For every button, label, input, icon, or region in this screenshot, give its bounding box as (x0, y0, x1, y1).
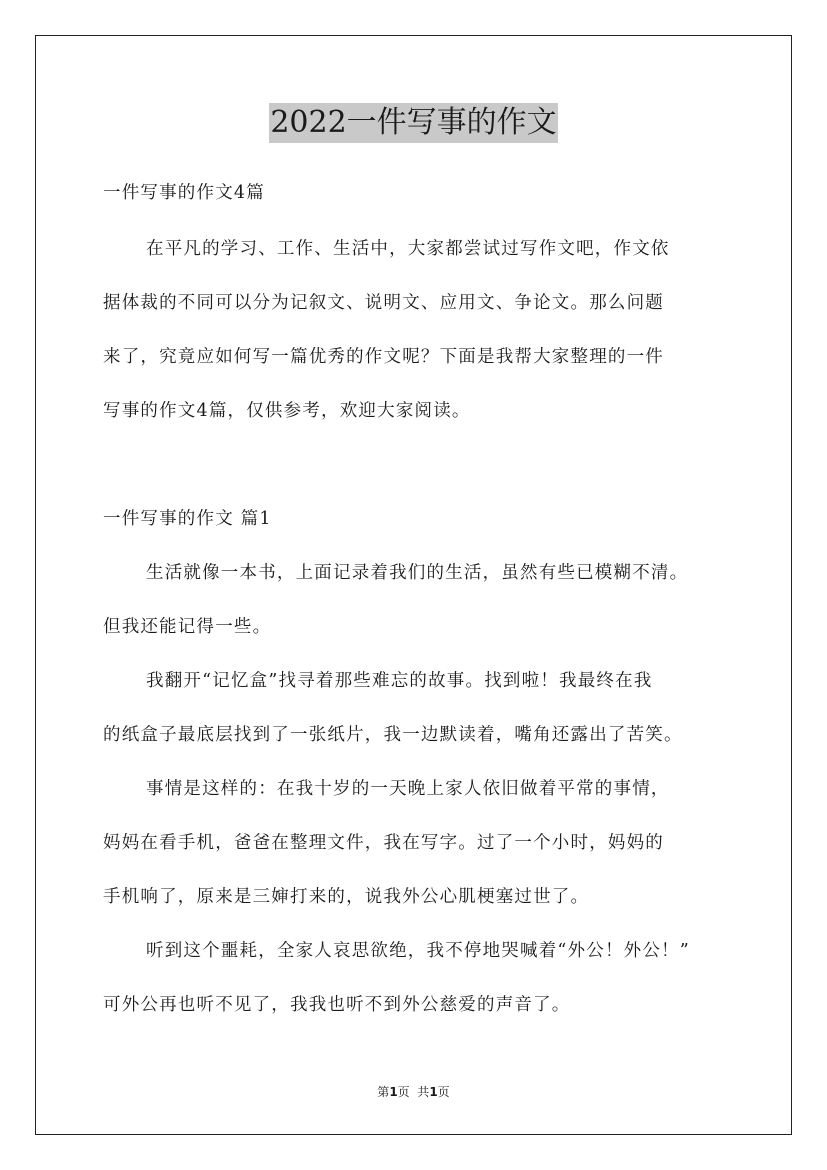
body-line: 的纸盒子最底层找到了一张纸片，我一边默读着，嘴角还露出了苦笑。 (103, 725, 683, 745)
intro-line: 在平凡的学习、工作、生活中，大家都尝试过写作文吧，作文依 (146, 239, 670, 259)
title-container (0, 103, 827, 143)
intro-line: 写事的作文4篇，仅供参考，欢迎大家阅读。 (103, 401, 471, 421)
body-line: 生活就像一本书，上面记录着我们的生活，虽然有些已模糊不清。 (146, 563, 689, 583)
body-line: 可外公再也听不见了，我我也听不到外公慈爱的声音了。 (103, 995, 571, 1015)
page-mid: 页 共 (397, 1085, 430, 1099)
document-subtitle: 一件写事的作文4篇 (103, 183, 265, 203)
body-line: 听到这个噩耗，全家人哀思欲绝，我不停地哭喊着“外公！外公！” (146, 941, 690, 961)
body-line: 事情是这样的：在我十岁的一天晚上家人依旧做着平常的事情， (146, 779, 670, 799)
page-current: 1 (389, 1085, 398, 1099)
body-line: 妈妈在看手机，爸爸在整理文件，我在写字。过了一个小时，妈妈的 (103, 833, 664, 853)
page-total: 1 (429, 1085, 438, 1099)
body-line: 但我还能记得一些。 (103, 617, 272, 637)
document-title: 2022一件写事的作文 (269, 103, 557, 143)
intro-line: 来了，究竟应如何写一篇优秀的作文呢？下面是我帮大家整理的一件 (103, 347, 664, 367)
page-footer (0, 1083, 827, 1100)
page-suffix: 页 (437, 1085, 450, 1099)
section-heading: 一件写事的作文 篇1 (103, 509, 272, 529)
body-line: 手机响了，原来是三婶打来的，说我外公心肌梗塞过世了。 (103, 887, 590, 907)
page-prefix: 第 (377, 1085, 390, 1099)
intro-line: 据体裁的不同可以分为记叙文、说明文、应用文、争论文。那么问题 (103, 293, 664, 313)
body-line: 我翻开“记忆盒”找寻着那些难忘的故事。找到啦！我最终在我 (146, 671, 653, 691)
